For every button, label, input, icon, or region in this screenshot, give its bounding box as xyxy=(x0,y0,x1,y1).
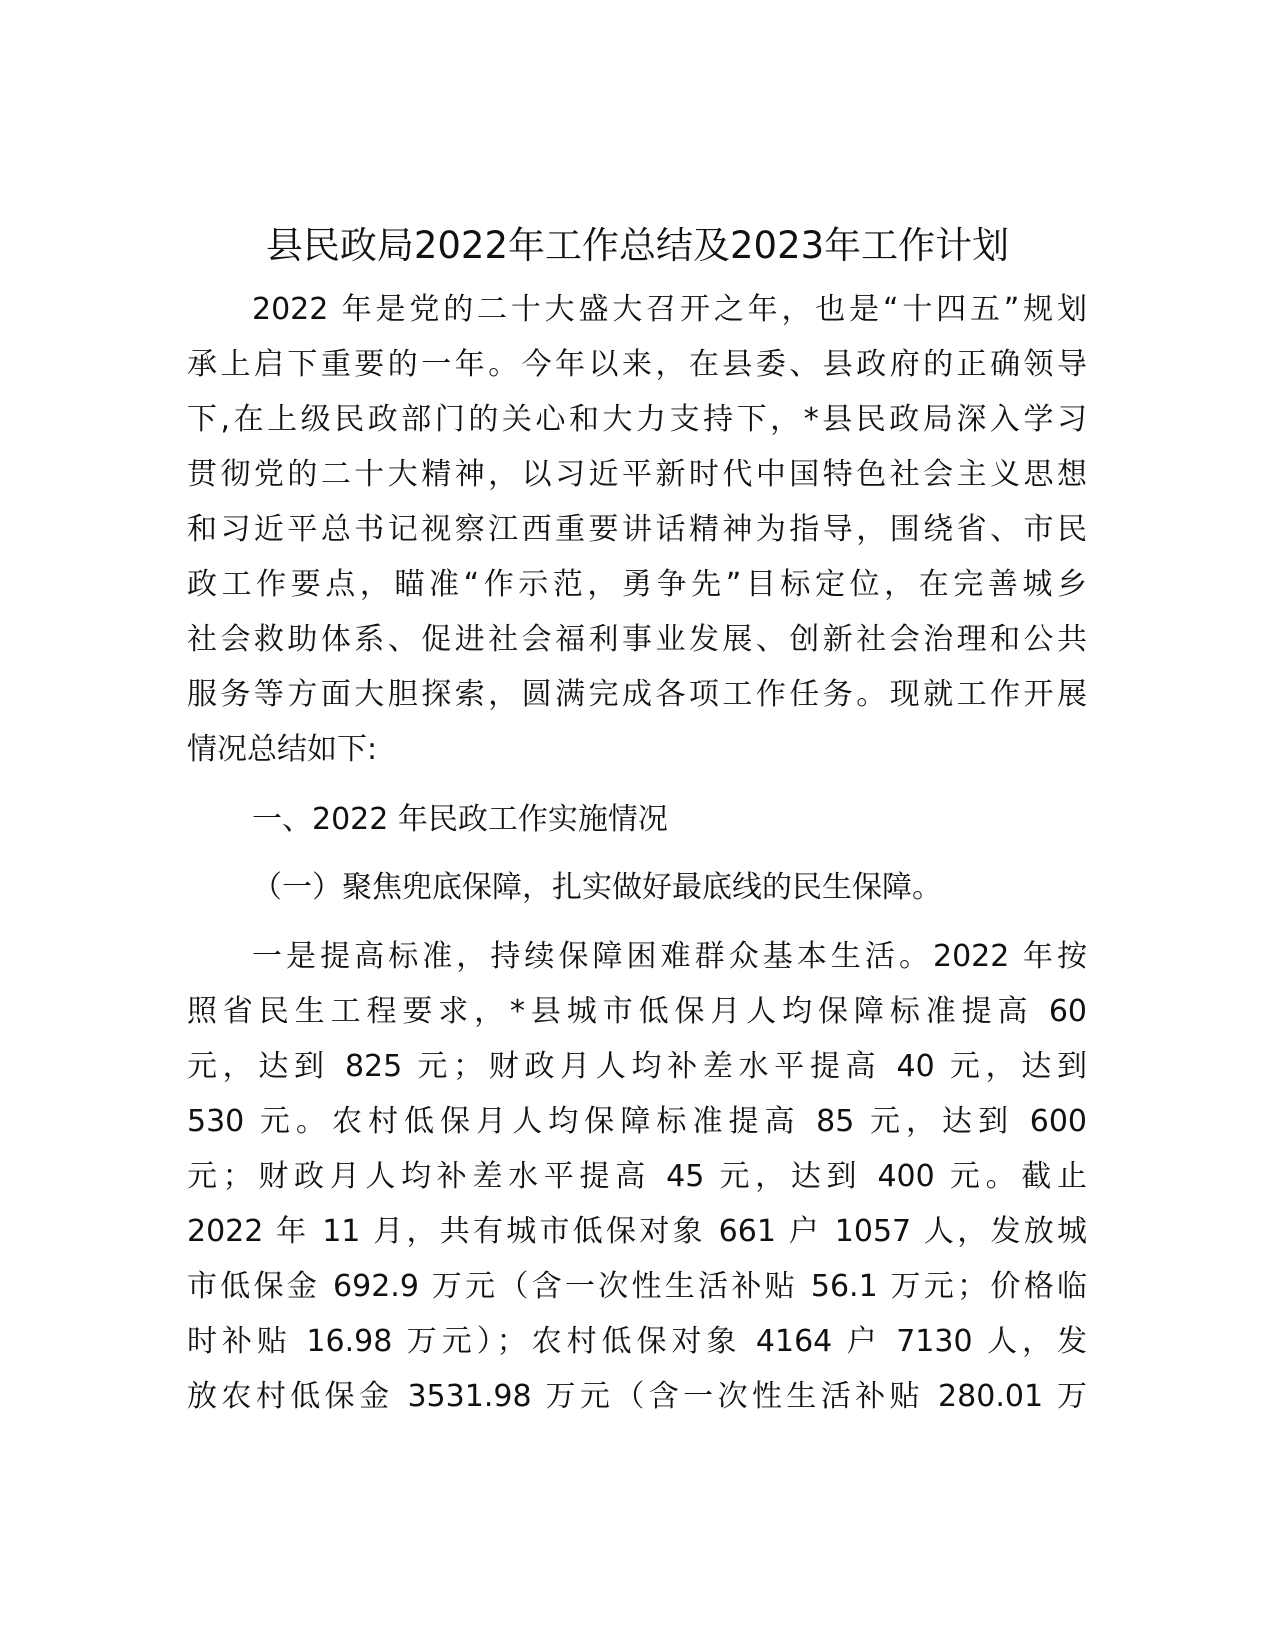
paragraph-line: 政工作要点，瞄准“作示范，勇争先”目标定位，在完善城乡 xyxy=(187,567,1087,602)
paragraph-line: 2022 年是党的二十大盛大召开之年，也是“十四五”规划 xyxy=(252,292,1087,327)
paragraph-line: 一是提高标准，持续保障困难群众基本生活。2022 年按 xyxy=(252,939,1087,974)
paragraph-line: 2022 年 11 月，共有城市低保对象 661 户 1057 人，发放城 xyxy=(187,1214,1087,1249)
paragraph-line: 时补贴 16.98 万元）；农村低保对象 4164 户 7130 人，发 xyxy=(187,1324,1087,1359)
document-title: 县民政局2022年工作总结及2023年工作计划 xyxy=(265,224,1010,267)
paragraph-line: 放农村低保金 3531.98 万元（含一次性生活补贴 280.01 万 xyxy=(187,1379,1087,1414)
paragraph-line: 贯彻党的二十大精神，以习近平新时代中国特色社会主义思想 xyxy=(187,457,1087,492)
paragraph-line: 情况总结如下: xyxy=(187,732,378,767)
paragraph-line: 承上启下重要的一年。今年以来，在县委、县政府的正确领导 xyxy=(187,347,1087,382)
paragraph-line: 元；财政月人均补差水平提高 45 元，达到 400 元。截止 xyxy=(187,1159,1087,1194)
section-heading: 一、2022 年民政工作实施情况 xyxy=(252,802,668,837)
paragraph-line: 下,在上级民政部门的关心和大力支持下，*县民政局深入学习 xyxy=(187,402,1087,437)
paragraph-line: 530 元。农村低保月人均保障标准提高 85 元，达到 600 xyxy=(187,1104,1087,1139)
paragraph-line: 服务等方面大胆探索，圆满完成各项工作任务。现就工作开展 xyxy=(187,677,1087,712)
paragraph-line: 和习近平总书记视察江西重要讲话精神为指导，围绕省、市民 xyxy=(187,512,1087,547)
paragraph-line: 元，达到 825 元；财政月人均补差水平提高 40 元，达到 xyxy=(187,1049,1087,1084)
paragraph-line: 照省民生工程要求，*县城市低保月人均保障标准提高 60 xyxy=(187,994,1087,1029)
paragraph-line: 社会救助体系、促进社会福利事业发展、创新社会治理和公共 xyxy=(187,622,1087,657)
paragraph-line: 市低保金 692.9 万元（含一次性生活补贴 56.1 万元；价格临 xyxy=(187,1269,1087,1304)
subsection-heading: （一）聚焦兜底保障，扎实做好最底线的民生保障。 xyxy=(252,870,942,905)
